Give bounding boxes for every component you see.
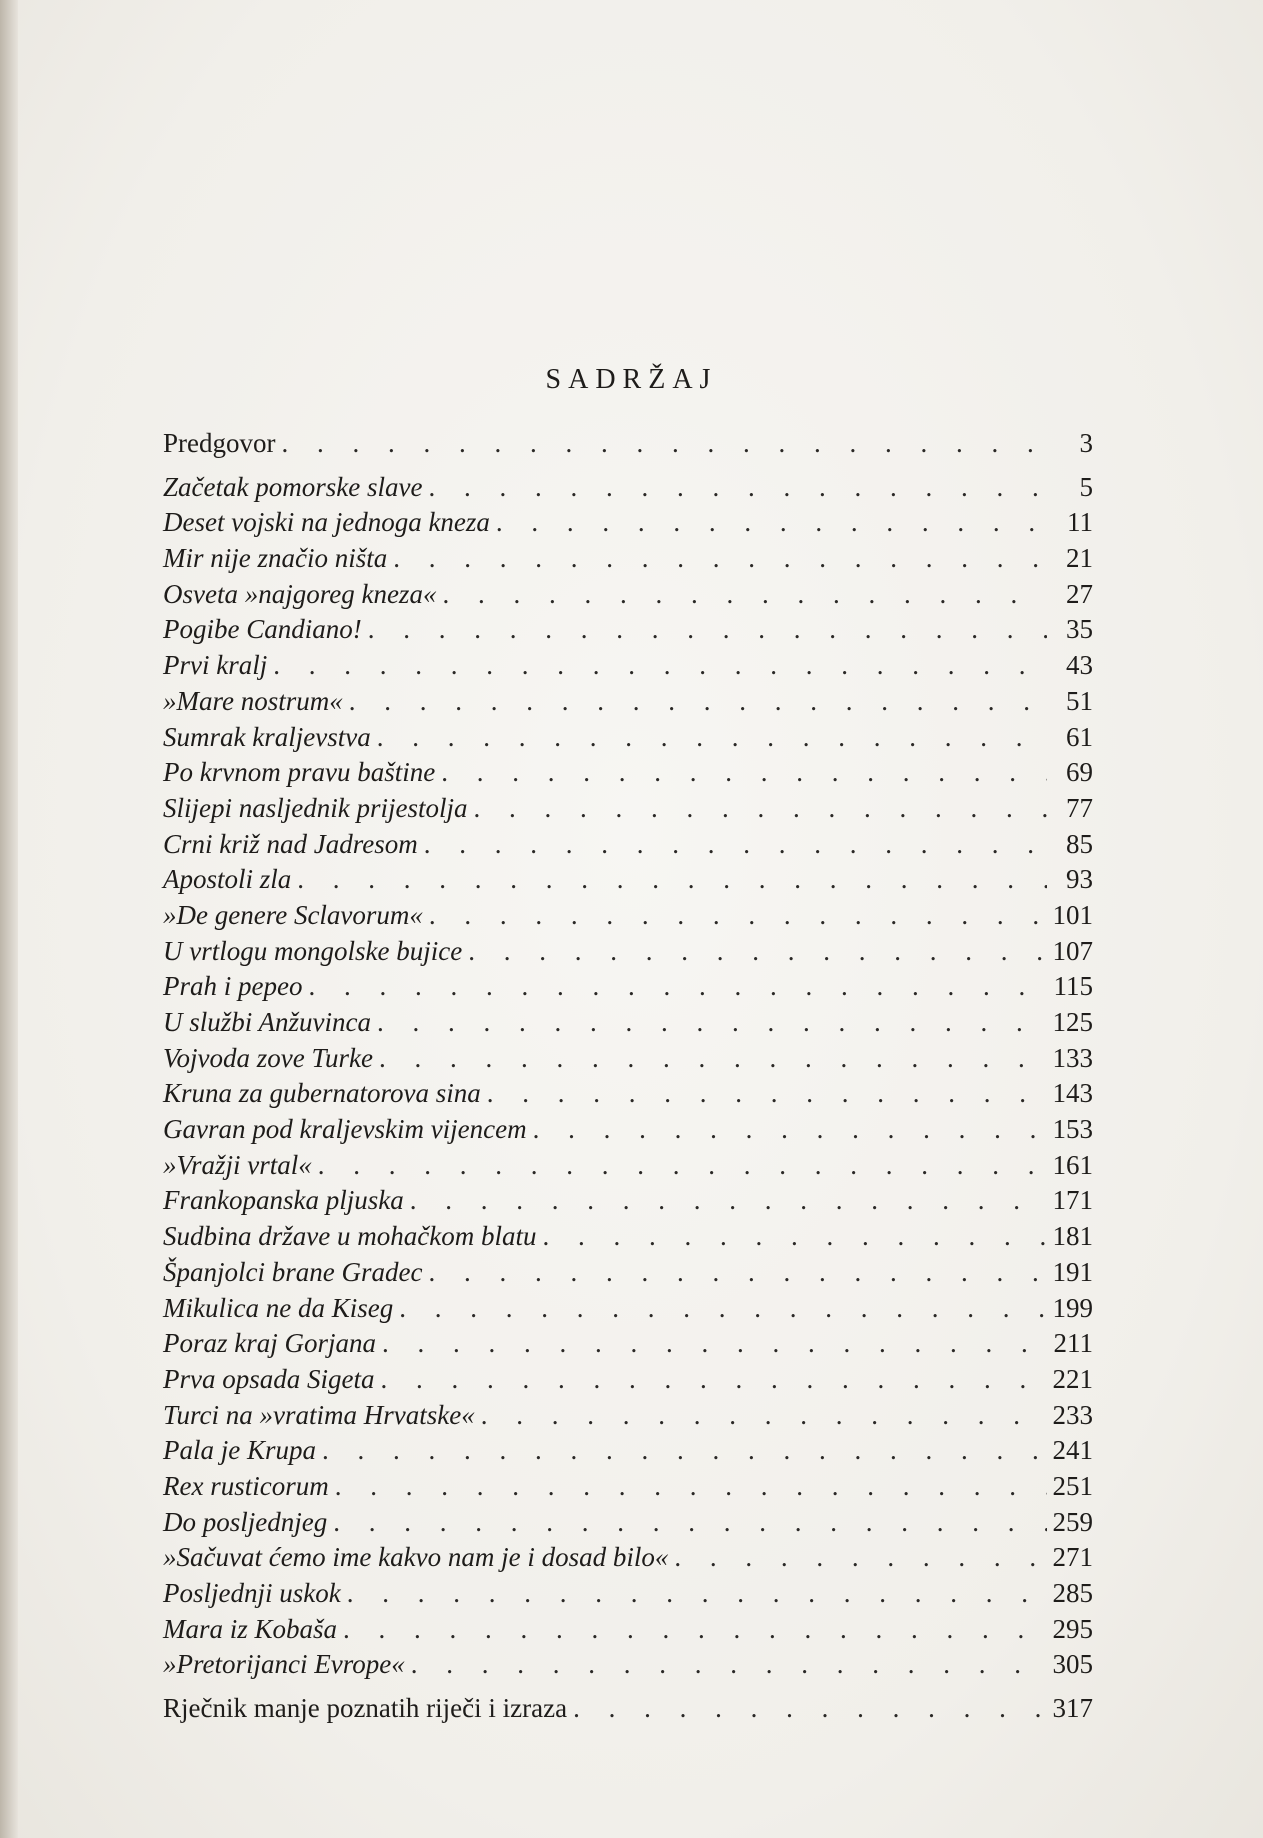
toc-entry-title: Rječnik manje poznatih riječi i izraza xyxy=(163,1693,568,1724)
toc-entry-title: Slijepi nasljednik prijestolja xyxy=(163,792,468,823)
toc-entry[interactable] xyxy=(163,829,1093,865)
toc-entry-title: Mir nije značio ništa xyxy=(163,543,388,574)
toc-entry-page: 295 xyxy=(1052,1613,1093,1644)
toc-entry-title: Začetak pomorske slave xyxy=(163,471,423,502)
leader-dots xyxy=(273,650,1047,681)
leader-dots xyxy=(442,579,1047,610)
toc-entry[interactable] xyxy=(163,936,1093,972)
toc-entry[interactable] xyxy=(163,757,1093,793)
toc-entry-page: 27 xyxy=(1066,578,1093,609)
toc-entry[interactable] xyxy=(163,1185,1093,1221)
spacer xyxy=(163,464,1093,472)
toc-entry-page: 125 xyxy=(1052,1007,1093,1037)
toc-entry-title: Pala je Krupa xyxy=(163,1435,316,1466)
toc-entry[interactable] xyxy=(163,1364,1093,1400)
chapter-list xyxy=(163,472,1093,1685)
leader-dots xyxy=(410,1185,1047,1216)
toc-entry[interactable] xyxy=(163,1293,1093,1329)
toc-entry-page: 107 xyxy=(1052,935,1093,966)
toc-entry-title: »Mare nostrum« xyxy=(163,685,343,716)
toc-entry-title: Turci na »vratima Hrvatske« xyxy=(163,1399,475,1430)
toc-entry[interactable] xyxy=(163,1542,1093,1578)
leader-dots xyxy=(496,507,1047,538)
leader-dots xyxy=(487,1078,1047,1109)
leader-dots xyxy=(393,543,1047,574)
toc-entry-page: 51 xyxy=(1066,685,1093,716)
spacer xyxy=(163,1685,1093,1693)
leader-dots xyxy=(297,864,1047,895)
leader-dots xyxy=(533,1114,1047,1145)
leader-dots xyxy=(428,1257,1046,1288)
toc-entry[interactable] xyxy=(163,686,1093,722)
toc-entry-page: 69 xyxy=(1066,757,1093,788)
leader-dots xyxy=(429,900,1047,931)
toc-entry-page: 21 xyxy=(1066,543,1093,574)
toc-entry-title: U službi Anžuvinca xyxy=(163,1007,371,1037)
leader-dots xyxy=(377,722,1047,753)
toc-entry-page: 199 xyxy=(1052,1292,1093,1323)
toc-entry[interactable] xyxy=(163,864,1093,900)
toc-entry[interactable] xyxy=(163,793,1093,829)
toc-entry-title: Mara iz Kobaša xyxy=(163,1613,338,1644)
toc-entry[interactable] xyxy=(163,472,1093,508)
page-title: SADRŽAJ xyxy=(545,364,718,395)
toc-entry[interactable] xyxy=(163,1257,1093,1293)
toc-entry-page: 101 xyxy=(1052,899,1093,930)
toc-entry-title: Posljednji uskok xyxy=(163,1578,341,1608)
leader-dots xyxy=(318,1150,1047,1181)
toc-entry[interactable] xyxy=(163,1114,1093,1150)
toc-entry[interactable] xyxy=(163,1007,1093,1043)
toc-entry-page: 143 xyxy=(1052,1078,1093,1109)
toc-entry-title: Apostoli zla xyxy=(163,864,292,895)
leader-dots xyxy=(424,829,1047,860)
toc-entry-page: 241 xyxy=(1052,1435,1093,1466)
toc-entry[interactable] xyxy=(163,1507,1093,1543)
toc-entry-page: 161 xyxy=(1052,1149,1093,1180)
leader-dots xyxy=(333,1507,1046,1538)
leader-dots xyxy=(481,1400,1047,1431)
toc-entry-page: 5 xyxy=(1079,471,1093,502)
toc-entry-title: Mikulica ne da Kiseg xyxy=(163,1292,394,1323)
toc-entry-title: Pogibe Candiano! xyxy=(163,614,362,645)
leader-dots xyxy=(468,936,1046,967)
toc-entry[interactable] xyxy=(163,1649,1093,1685)
toc-entry[interactable] xyxy=(163,1435,1093,1471)
toc-entry-title: Kruna za gubernatorova sina xyxy=(163,1078,481,1109)
toc-entry-title: Rex rusticorum xyxy=(163,1470,329,1501)
toc-entry[interactable] xyxy=(163,900,1093,936)
toc-entry[interactable] xyxy=(163,1150,1093,1186)
toc-entry-page: 251 xyxy=(1052,1470,1093,1501)
leader-dots xyxy=(349,686,1047,717)
toc-entry-page: 85 xyxy=(1066,828,1093,859)
toc-entry-page: 181 xyxy=(1052,1221,1093,1252)
toc-entry[interactable] xyxy=(163,971,1093,1007)
toc-entry-page: 233 xyxy=(1052,1399,1093,1430)
toc-entry[interactable] xyxy=(163,1043,1093,1079)
leader-dots xyxy=(377,1007,1047,1038)
toc-entry-page: 305 xyxy=(1052,1649,1093,1680)
toc-entry-title: Deset vojski na jednoga kneza xyxy=(163,507,490,538)
leader-dots xyxy=(382,1328,1047,1359)
toc-entry-preface[interactable] xyxy=(163,428,1093,464)
page-gutter-shadow xyxy=(0,0,18,1838)
toc-entry-title: Prah i pepeo xyxy=(163,971,303,1002)
leader-dots xyxy=(308,971,1047,1002)
toc-entry-page: 153 xyxy=(1052,1114,1093,1145)
toc-entry[interactable] xyxy=(163,543,1093,579)
toc-entry-page: 271 xyxy=(1052,1542,1093,1573)
toc-entry-title: U vrtlogu mongolske bujice xyxy=(163,935,463,966)
toc-entry-title: »Pretorijanci Evrope« xyxy=(163,1649,405,1680)
leader-dots xyxy=(399,1293,1046,1324)
toc-entry-title: Predgovor xyxy=(163,428,276,458)
toc-entry[interactable] xyxy=(163,1328,1093,1364)
toc-entry-page: 35 xyxy=(1066,614,1093,645)
toc-entry-title: Poraz kraj Gorjana xyxy=(163,1328,377,1359)
toc-entry-title: Osveta »najgoreg kneza« xyxy=(163,578,437,609)
toc-entry-page: 133 xyxy=(1052,1042,1093,1073)
toc-entry-title: Španjolci brane Gradec xyxy=(163,1256,423,1287)
toc-entry-page: 115 xyxy=(1053,971,1093,1002)
leader-dots xyxy=(411,1649,1047,1680)
toc-entry[interactable] xyxy=(163,1578,1093,1614)
toc-entry-page: 93 xyxy=(1066,864,1093,895)
leader-dots xyxy=(335,1471,1047,1502)
toc-entry-page: 43 xyxy=(1066,650,1093,681)
leader-dots xyxy=(542,1221,1046,1252)
toc-entry-title: Sudbina države u mohačkom blatu xyxy=(163,1221,537,1252)
toc-entry-page: 3 xyxy=(1079,428,1093,458)
toc-entry-title: »De genere Sclavorum« xyxy=(163,899,423,930)
toc-entry-page: 77 xyxy=(1066,792,1093,823)
toc-entry-glossary[interactable] xyxy=(163,1693,1093,1729)
toc-entry[interactable] xyxy=(163,722,1093,758)
table-of-contents xyxy=(163,428,1093,1729)
toc-entry[interactable] xyxy=(163,1078,1093,1114)
toc-entry-title: Po krvnom pravu baštine xyxy=(163,757,436,788)
toc-entry-title: Frankopanska pljuska xyxy=(163,1185,404,1216)
toc-entry-title: Crni križ nad Jadresom xyxy=(163,828,418,859)
leader-dots xyxy=(573,1693,1046,1724)
toc-entry[interactable] xyxy=(163,507,1093,543)
toc-entry-title: Gavran pod kraljevskim vijencem xyxy=(163,1114,527,1145)
leader-dots xyxy=(380,1364,1046,1395)
toc-entry-title: Do posljednjeg xyxy=(163,1506,328,1537)
toc-entry-page: 171 xyxy=(1052,1185,1093,1216)
leader-dots xyxy=(674,1542,1046,1573)
toc-entry-title: Prva opsada Sigeta xyxy=(163,1363,375,1394)
toc-entry[interactable] xyxy=(163,1400,1093,1436)
toc-entry-title: »Sačuvat ćemo ime kakvo nam je i dosad bilo« xyxy=(163,1542,669,1573)
leader-dots xyxy=(428,472,1047,503)
toc-entry[interactable] xyxy=(163,1221,1093,1257)
toc-entry-title: Vojvoda zove Turke xyxy=(163,1042,373,1073)
leader-dots xyxy=(368,614,1047,645)
toc-entry-page: 285 xyxy=(1052,1578,1093,1608)
toc-entry[interactable] xyxy=(163,1471,1093,1507)
toc-entry-page: 221 xyxy=(1052,1363,1093,1394)
leader-dots xyxy=(379,1043,1047,1074)
toc-entry-page: 317 xyxy=(1052,1693,1093,1724)
leader-dots xyxy=(347,1578,1047,1609)
toc-entry[interactable] xyxy=(163,650,1093,686)
toc-entry-page: 191 xyxy=(1052,1256,1093,1287)
toc-entry-title: Sumrak kraljevstva xyxy=(163,721,371,752)
toc-entry[interactable] xyxy=(163,614,1093,650)
leader-dots xyxy=(343,1614,1046,1645)
leader-dots xyxy=(322,1435,1047,1466)
leader-dots xyxy=(473,793,1047,824)
toc-entry-page: 259 xyxy=(1052,1506,1093,1537)
toc-entry-page: 61 xyxy=(1066,721,1093,752)
leader-dots xyxy=(281,428,1047,459)
toc-entry[interactable] xyxy=(163,1614,1093,1650)
toc-entry-title: »Vražji vrtal« xyxy=(163,1149,312,1180)
toc-entry-title: Prvi kralj xyxy=(163,650,268,681)
toc-entry-page: 11 xyxy=(1067,507,1093,538)
toc-entry[interactable] xyxy=(163,579,1093,615)
toc-entry-page: 211 xyxy=(1053,1328,1093,1359)
leader-dots xyxy=(441,757,1047,788)
